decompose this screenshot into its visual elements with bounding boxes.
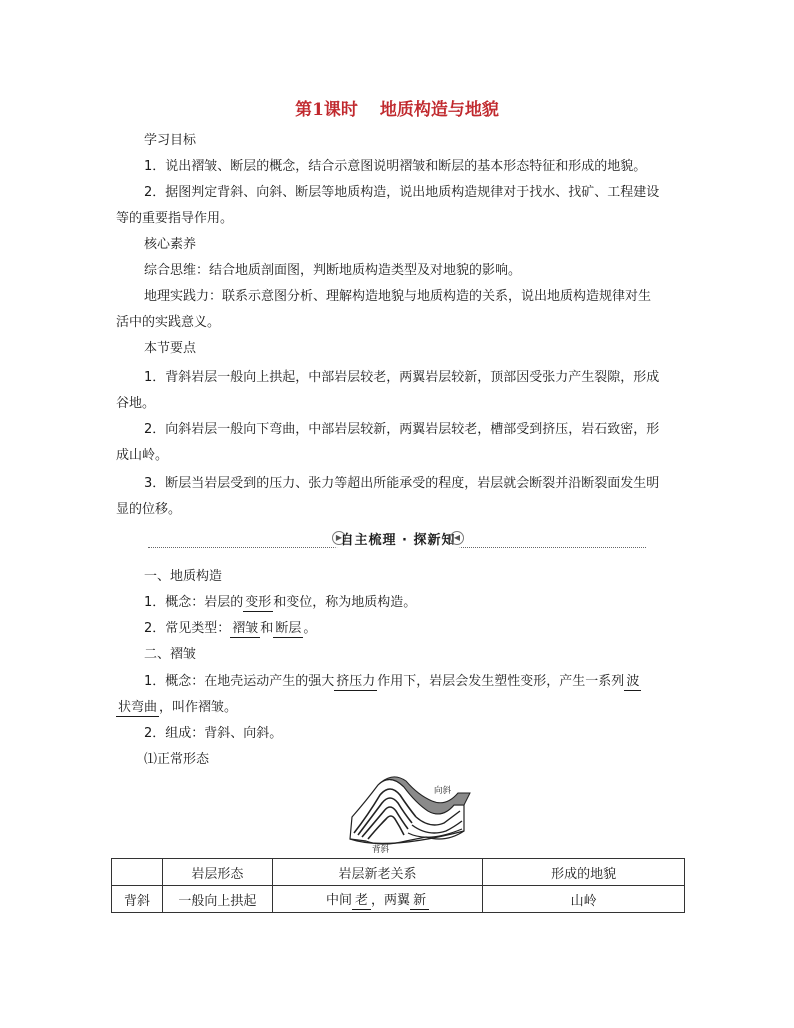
section2-concept-line2: 状弯曲 ，叫作褶皱。 [118,700,238,715]
keypoint-2-line2: 成山岭。 [116,448,169,463]
objective-item-2-line2: 等的重要指导作用。 [116,211,234,226]
anticline-label: 背斜 [372,845,390,853]
fold-diagram-drawing [350,777,470,844]
objective-item-2-line1: 2．据图判定背斜、向斜、断层等地质构造，说出地质构造规律对于找水、找矿、工程建设 [144,185,660,200]
keypoint-3-line2: 显的位移。 [116,502,182,517]
syncline-label: 向斜 [434,786,452,796]
page-title [0,95,794,120]
literacy-item-2-line2: 活中的实践意义。 [116,315,221,330]
table-cell-name: 背斜 [112,886,163,913]
literacy-heading: 核心素养 [144,237,197,252]
fold-comparison-table [111,858,685,913]
blank-wave-part2: 状弯曲 [118,700,158,715]
keypoints-heading: 本节要点 [144,341,197,356]
fold-block-diagram [346,771,476,853]
keypoint-3-line1: 3．断层当岩层受到的压力、张力等超出所能承受的程度，岩层就会断裂并沿断裂面发生明 [144,476,660,491]
blank-new: 新 [410,893,429,910]
title-topic: 地质构造与地貌 [379,100,499,120]
table-cell-landform: 山岭 [483,886,685,913]
blank-compression: 挤压力 [336,674,376,689]
table-cell-shape: 一般向上拱起 [162,886,272,913]
keypoint-1-line2: 谷地。 [116,396,156,411]
table-header-cell: 岩层新老关系 [272,859,483,886]
section2-heading: 二、褶皱 [144,647,197,662]
section-banner [148,528,646,552]
literacy-item-2-line1: 地理实践力：联系示意图分析、理解构造地貌与地质构造的关系，说出地质构造规律对生 [144,289,652,304]
section2-concept-line1: 1．概念：在地壳运动产生的强大 挤压力 作用下，岩层会发生塑性变形，产生一系列 波 [144,674,640,689]
table-header-row [112,859,685,886]
play-right-icon: ▶ [332,531,346,545]
table-cell-age: 中间 老 ，两翼 新 [272,886,483,913]
blank-wave-part1: 波 [626,674,640,689]
objective-item-1: 1．说出褶皱、断层的概念，结合示意图说明褶皱和断层的基本形态特征和形成的地貌。 [144,159,647,174]
section1-types: 2．常见类型： 褶皱 和 断层 。 [144,621,317,636]
literacy-item-1: 综合思维：结合地质剖面图，判断地质构造类型及对地貌的影响。 [144,263,522,278]
objectives-heading: 学习目标 [144,133,197,148]
blank-old: 老 [352,893,371,910]
title-lesson: 第1课时 [295,100,358,120]
blank-deformation: 变形 [245,595,272,610]
table-row [112,886,685,913]
table-header-cell: 形成的地貌 [483,859,685,886]
table-header-cell [112,859,163,886]
section1-concept: 1．概念：岩层的 变形 和变位，称为地质构造。 [144,595,417,610]
section1-heading: 一、地质构造 [144,569,223,584]
keypoint-2-line1: 2．向斜岩层一般向下弯曲，中部岩层较新，两翼岩层较老，槽部受到挤压，岩石致密，形 [144,422,660,437]
keypoint-1-line1: 1．背斜岩层一般向上拱起，中部岩层较老，两翼岩层较新，顶部因受张力产生裂隙，形成 [144,370,660,385]
banner-text: 自主梳理 · 探新知 [340,533,456,548]
blank-fault: 断层 [275,621,302,636]
table-header-cell: 岩层形态 [162,859,272,886]
section2-normal-form: ⑴正常形态 [144,752,210,767]
blank-fold: 褶皱 [232,621,259,636]
section2-composition: 2．组成：背斜、向斜。 [144,726,283,741]
play-left-icon: ◀ [450,531,464,545]
